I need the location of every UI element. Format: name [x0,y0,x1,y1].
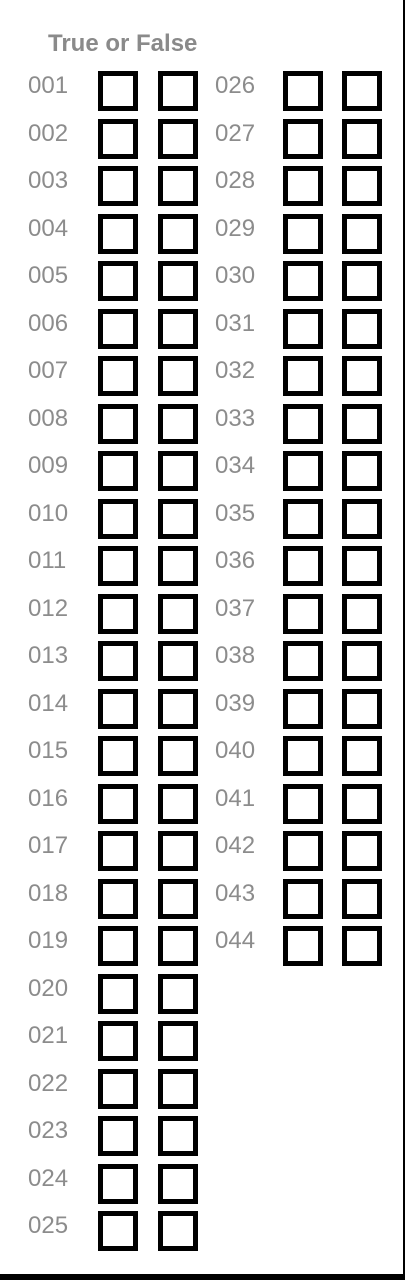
true-checkbox[interactable] [283,879,323,919]
true-checkbox[interactable] [98,926,138,966]
false-checkbox[interactable] [342,546,382,586]
false-checkbox[interactable] [158,974,198,1014]
false-checkbox[interactable] [342,689,382,729]
question-number: 013 [28,642,69,669]
true-checkbox[interactable] [283,926,323,966]
false-checkbox[interactable] [158,1164,198,1204]
false-checkbox[interactable] [342,879,382,919]
true-checkbox[interactable] [283,499,323,539]
true-checkbox[interactable] [98,119,138,159]
false-checkbox[interactable] [158,404,198,444]
question-number: 020 [28,974,69,1002]
question-number: 037 [215,594,256,622]
question-number: 036 [215,547,256,574]
false-checkbox[interactable] [342,166,382,206]
false-checkbox[interactable] [158,784,198,824]
true-checkbox[interactable] [98,404,138,444]
false-checkbox[interactable] [158,119,198,159]
question-number: 023 [28,1117,69,1144]
false-checkbox[interactable] [158,451,198,491]
false-checkbox[interactable] [342,926,382,966]
true-checkbox[interactable] [283,119,323,159]
question-number: 012 [28,594,69,622]
question-number: 018 [28,879,69,907]
true-checkbox[interactable] [98,831,138,871]
false-checkbox[interactable] [342,309,382,349]
true-checkbox[interactable] [283,784,323,824]
false-checkbox[interactable] [158,831,198,871]
true-checkbox[interactable] [283,356,323,396]
false-checkbox[interactable] [158,926,198,966]
true-checkbox[interactable] [98,214,138,254]
true-checkbox[interactable] [283,166,323,206]
question-number: 039 [215,689,256,717]
false-checkbox[interactable] [158,309,198,349]
false-checkbox[interactable] [158,546,198,586]
question-number: 033 [215,404,256,432]
question-number: 017 [28,832,69,859]
false-checkbox[interactable] [342,71,382,111]
true-checkbox[interactable] [283,689,323,729]
true-checkbox[interactable] [283,451,323,491]
false-checkbox[interactable] [342,594,382,634]
false-checkbox[interactable] [158,1069,198,1109]
true-checkbox[interactable] [98,1211,138,1251]
true-checkbox[interactable] [98,1116,138,1156]
question-number: 035 [215,499,256,527]
question-number: 038 [215,642,256,669]
true-checkbox[interactable] [283,831,323,871]
true-checkbox[interactable] [98,1069,138,1109]
true-checkbox[interactable] [98,736,138,776]
question-number: 028 [215,167,256,194]
false-checkbox[interactable] [342,831,382,871]
question-number: 026 [215,72,256,99]
false-checkbox[interactable] [342,736,382,776]
question-number: 019 [28,927,69,954]
false-checkbox[interactable] [158,261,198,301]
true-checkbox[interactable] [98,594,138,634]
question-number: 009 [28,452,69,479]
true-checkbox[interactable] [283,214,323,254]
true-checkbox[interactable] [98,879,138,919]
false-checkbox[interactable] [158,689,198,729]
true-checkbox[interactable] [98,689,138,729]
question-number: 003 [28,167,69,194]
question-number: 024 [28,1164,69,1192]
false-checkbox[interactable] [158,499,198,539]
false-checkbox[interactable] [342,451,382,491]
question-number: 015 [28,737,69,764]
question-number: 004 [28,214,69,242]
false-checkbox[interactable] [158,71,198,111]
question-number: 016 [28,784,69,812]
question-number: 029 [215,214,256,242]
question-number: 001 [28,72,69,99]
question-number: 005 [28,262,69,289]
false-checkbox[interactable] [342,261,382,301]
false-checkbox[interactable] [342,784,382,824]
question-number: 014 [28,689,69,717]
true-checkbox[interactable] [283,546,323,586]
true-checkbox[interactable] [98,641,138,681]
question-number: 011 [28,547,67,574]
false-checkbox[interactable] [158,356,198,396]
false-checkbox[interactable] [158,1021,198,1061]
true-checkbox[interactable] [283,594,323,634]
false-checkbox[interactable] [158,736,198,776]
false-checkbox[interactable] [342,499,382,539]
true-checkbox[interactable] [283,641,323,681]
question-number: 032 [215,357,256,384]
false-checkbox[interactable] [158,214,198,254]
question-number: 010 [28,499,69,527]
true-checkbox[interactable] [98,309,138,349]
question-number: 007 [28,357,69,384]
true-checkbox[interactable] [98,546,138,586]
true-checkbox[interactable] [98,974,138,1014]
question-number: 006 [28,309,69,337]
question-number: 022 [28,1069,69,1097]
true-checkbox[interactable] [98,166,138,206]
question-number: 043 [215,879,256,907]
true-checkbox[interactable] [98,1021,138,1061]
true-checkbox[interactable] [98,1164,138,1204]
question-number: 021 [28,1022,69,1049]
false-checkbox[interactable] [158,879,198,919]
sheet-title: True or False [48,30,198,57]
true-checkbox[interactable] [98,261,138,301]
question-number: 030 [215,262,256,289]
true-checkbox[interactable] [283,71,323,111]
question-number: 002 [28,119,69,147]
true-checkbox[interactable] [98,784,138,824]
true-checkbox[interactable] [98,71,138,111]
false-checkbox[interactable] [342,119,382,159]
true-checkbox[interactable] [283,736,323,776]
true-checkbox[interactable] [283,309,323,349]
question-number: 031 [215,309,256,337]
false-checkbox[interactable] [158,594,198,634]
false-checkbox[interactable] [342,404,382,444]
true-checkbox[interactable] [98,451,138,491]
false-checkbox[interactable] [342,641,382,681]
question-number: 041 [215,784,256,812]
true-checkbox[interactable] [98,356,138,396]
question-number: 034 [215,452,256,479]
false-checkbox[interactable] [342,356,382,396]
question-number: 008 [28,404,69,432]
false-checkbox[interactable] [158,1211,198,1251]
false-checkbox[interactable] [158,641,198,681]
question-number: 040 [215,737,256,764]
true-checkbox[interactable] [98,499,138,539]
question-number: 042 [215,832,256,859]
false-checkbox[interactable] [158,1116,198,1156]
question-number: 025 [28,1212,69,1239]
question-number: 044 [215,927,256,954]
true-checkbox[interactable] [283,404,323,444]
question-number: 027 [215,119,256,147]
false-checkbox[interactable] [158,166,198,206]
true-checkbox[interactable] [283,261,323,301]
false-checkbox[interactable] [342,214,382,254]
